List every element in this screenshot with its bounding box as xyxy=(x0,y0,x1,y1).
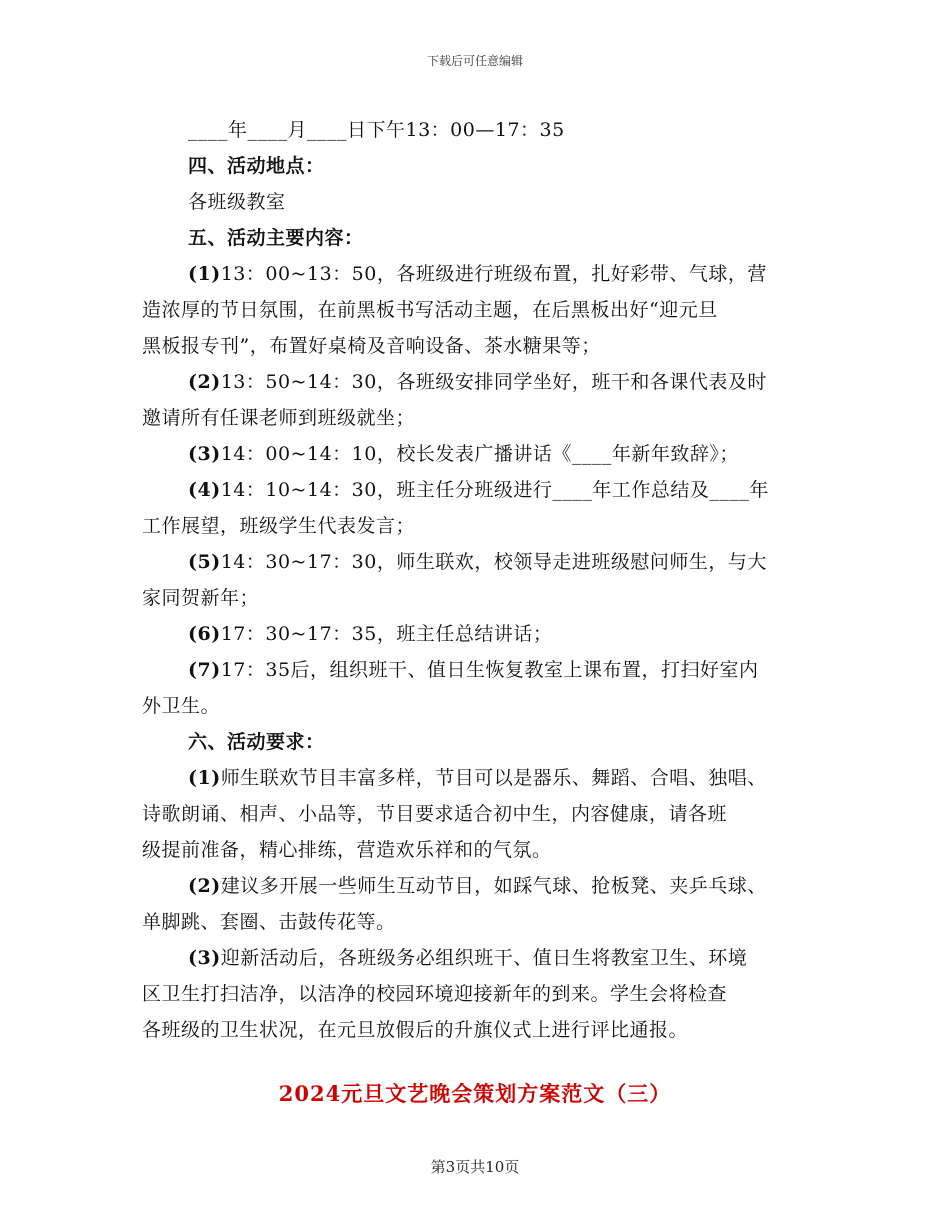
item-number: (6) xyxy=(188,623,221,645)
paragraph-line: 家同贺新年； xyxy=(142,587,260,609)
document-body xyxy=(142,112,822,1048)
date-line: ____年____月____日下午13：00—17：35 xyxy=(188,119,565,141)
paragraph-line: 各班级的卫生状况，在元旦放假后的升旗仪式上进行评比通报。 xyxy=(142,1019,689,1041)
item-text: 迎新活动后，各班级务必组织班干、值日生将教室卫生、环境 xyxy=(220,947,748,969)
paragraph-line: 区卫生打扫洁净，以洁净的校园环境迎接新年的到来。学生会将检查 xyxy=(142,983,728,1005)
paragraph-line: 黑板报专刊”，布置好桌椅及音响设备、茶水糖果等； xyxy=(142,335,601,357)
item-number: (4) xyxy=(188,479,221,501)
item-number: (5) xyxy=(188,551,221,573)
requirement-item-2 xyxy=(142,868,822,904)
content-item-2 xyxy=(142,364,822,400)
item-text: 14：00~14：10，校长发表广播讲话《____年新年致辞》； xyxy=(220,443,739,465)
page-header: 下载后可任意编辑 xyxy=(426,54,523,68)
page-footer: 第3页共10页 xyxy=(430,1158,520,1176)
section-title: 2024元旦文艺晚会策划方案范文（三） xyxy=(278,1081,672,1106)
content-item-4 xyxy=(142,472,822,508)
paragraph-line: 级提前准备，精心排练，营造欢乐祥和的气氛。 xyxy=(142,839,552,861)
item-number: (2) xyxy=(188,371,221,393)
item-number: (1) xyxy=(188,263,221,285)
section-heading-requirements: 六、活动要求： xyxy=(188,731,325,753)
item-text: 17：30~17：35，班主任总结讲话； xyxy=(220,623,553,645)
item-number: (7) xyxy=(188,659,221,681)
paragraph-line: 造浓厚的节日氛围，在前黑板书写活动主题，在后黑板出好“迎元旦 xyxy=(142,299,718,321)
item-number: (3) xyxy=(188,947,221,969)
item-text: 14：10~14：30，班主任分班级进行____年工作总结及____年 xyxy=(220,479,769,501)
requirement-item-1 xyxy=(142,760,822,796)
location-text: 各班级教室 xyxy=(188,191,286,213)
content-item-3 xyxy=(142,436,822,472)
item-text: 14：30~17：30，师生联欢，校领导走进班级慰问师生，与大 xyxy=(220,551,767,573)
content-item-1 xyxy=(142,256,822,292)
paragraph-line: 诗歌朗诵、相声、小品等，节目要求适合初中生，内容健康，请各班 xyxy=(142,803,728,825)
item-text: 13：50~14：30，各班级安排同学坐好，班干和各课代表及时 xyxy=(220,371,767,393)
item-text: 13：00~13：50，各班级进行班级布置，扎好彩带、气球，营 xyxy=(220,263,767,285)
item-text: 建议多开展一些师生互动节目，如踩气球、抢板凳、夹乒乓球、 xyxy=(220,875,767,897)
item-number: (3) xyxy=(188,443,221,465)
requirement-item-3 xyxy=(142,940,822,976)
paragraph-line: 工作展望，班级学生代表发言； xyxy=(142,515,416,537)
content-item-5 xyxy=(142,544,822,580)
item-number: (1) xyxy=(188,767,221,789)
paragraph-line: 邀请所有任课老师到班级就坐； xyxy=(142,407,416,429)
content-item-7 xyxy=(142,652,822,688)
item-number: (2) xyxy=(188,875,221,897)
item-text: 师生联欢节目丰富多样，节目可以是器乐、舞蹈、合唱、独唱、 xyxy=(220,767,767,789)
section-heading-content: 五、活动主要内容： xyxy=(188,227,364,249)
content-item-6 xyxy=(142,616,822,652)
paragraph-line: 外卫生。 xyxy=(142,695,221,717)
paragraph-line: 单脚跳、套圈、击鼓传花等。 xyxy=(142,911,396,933)
item-text: 17：35后，组织班干、值日生恢复教室上课布置，打扫好室内 xyxy=(220,659,759,681)
section-heading-location: 四、活动地点： xyxy=(188,155,325,177)
